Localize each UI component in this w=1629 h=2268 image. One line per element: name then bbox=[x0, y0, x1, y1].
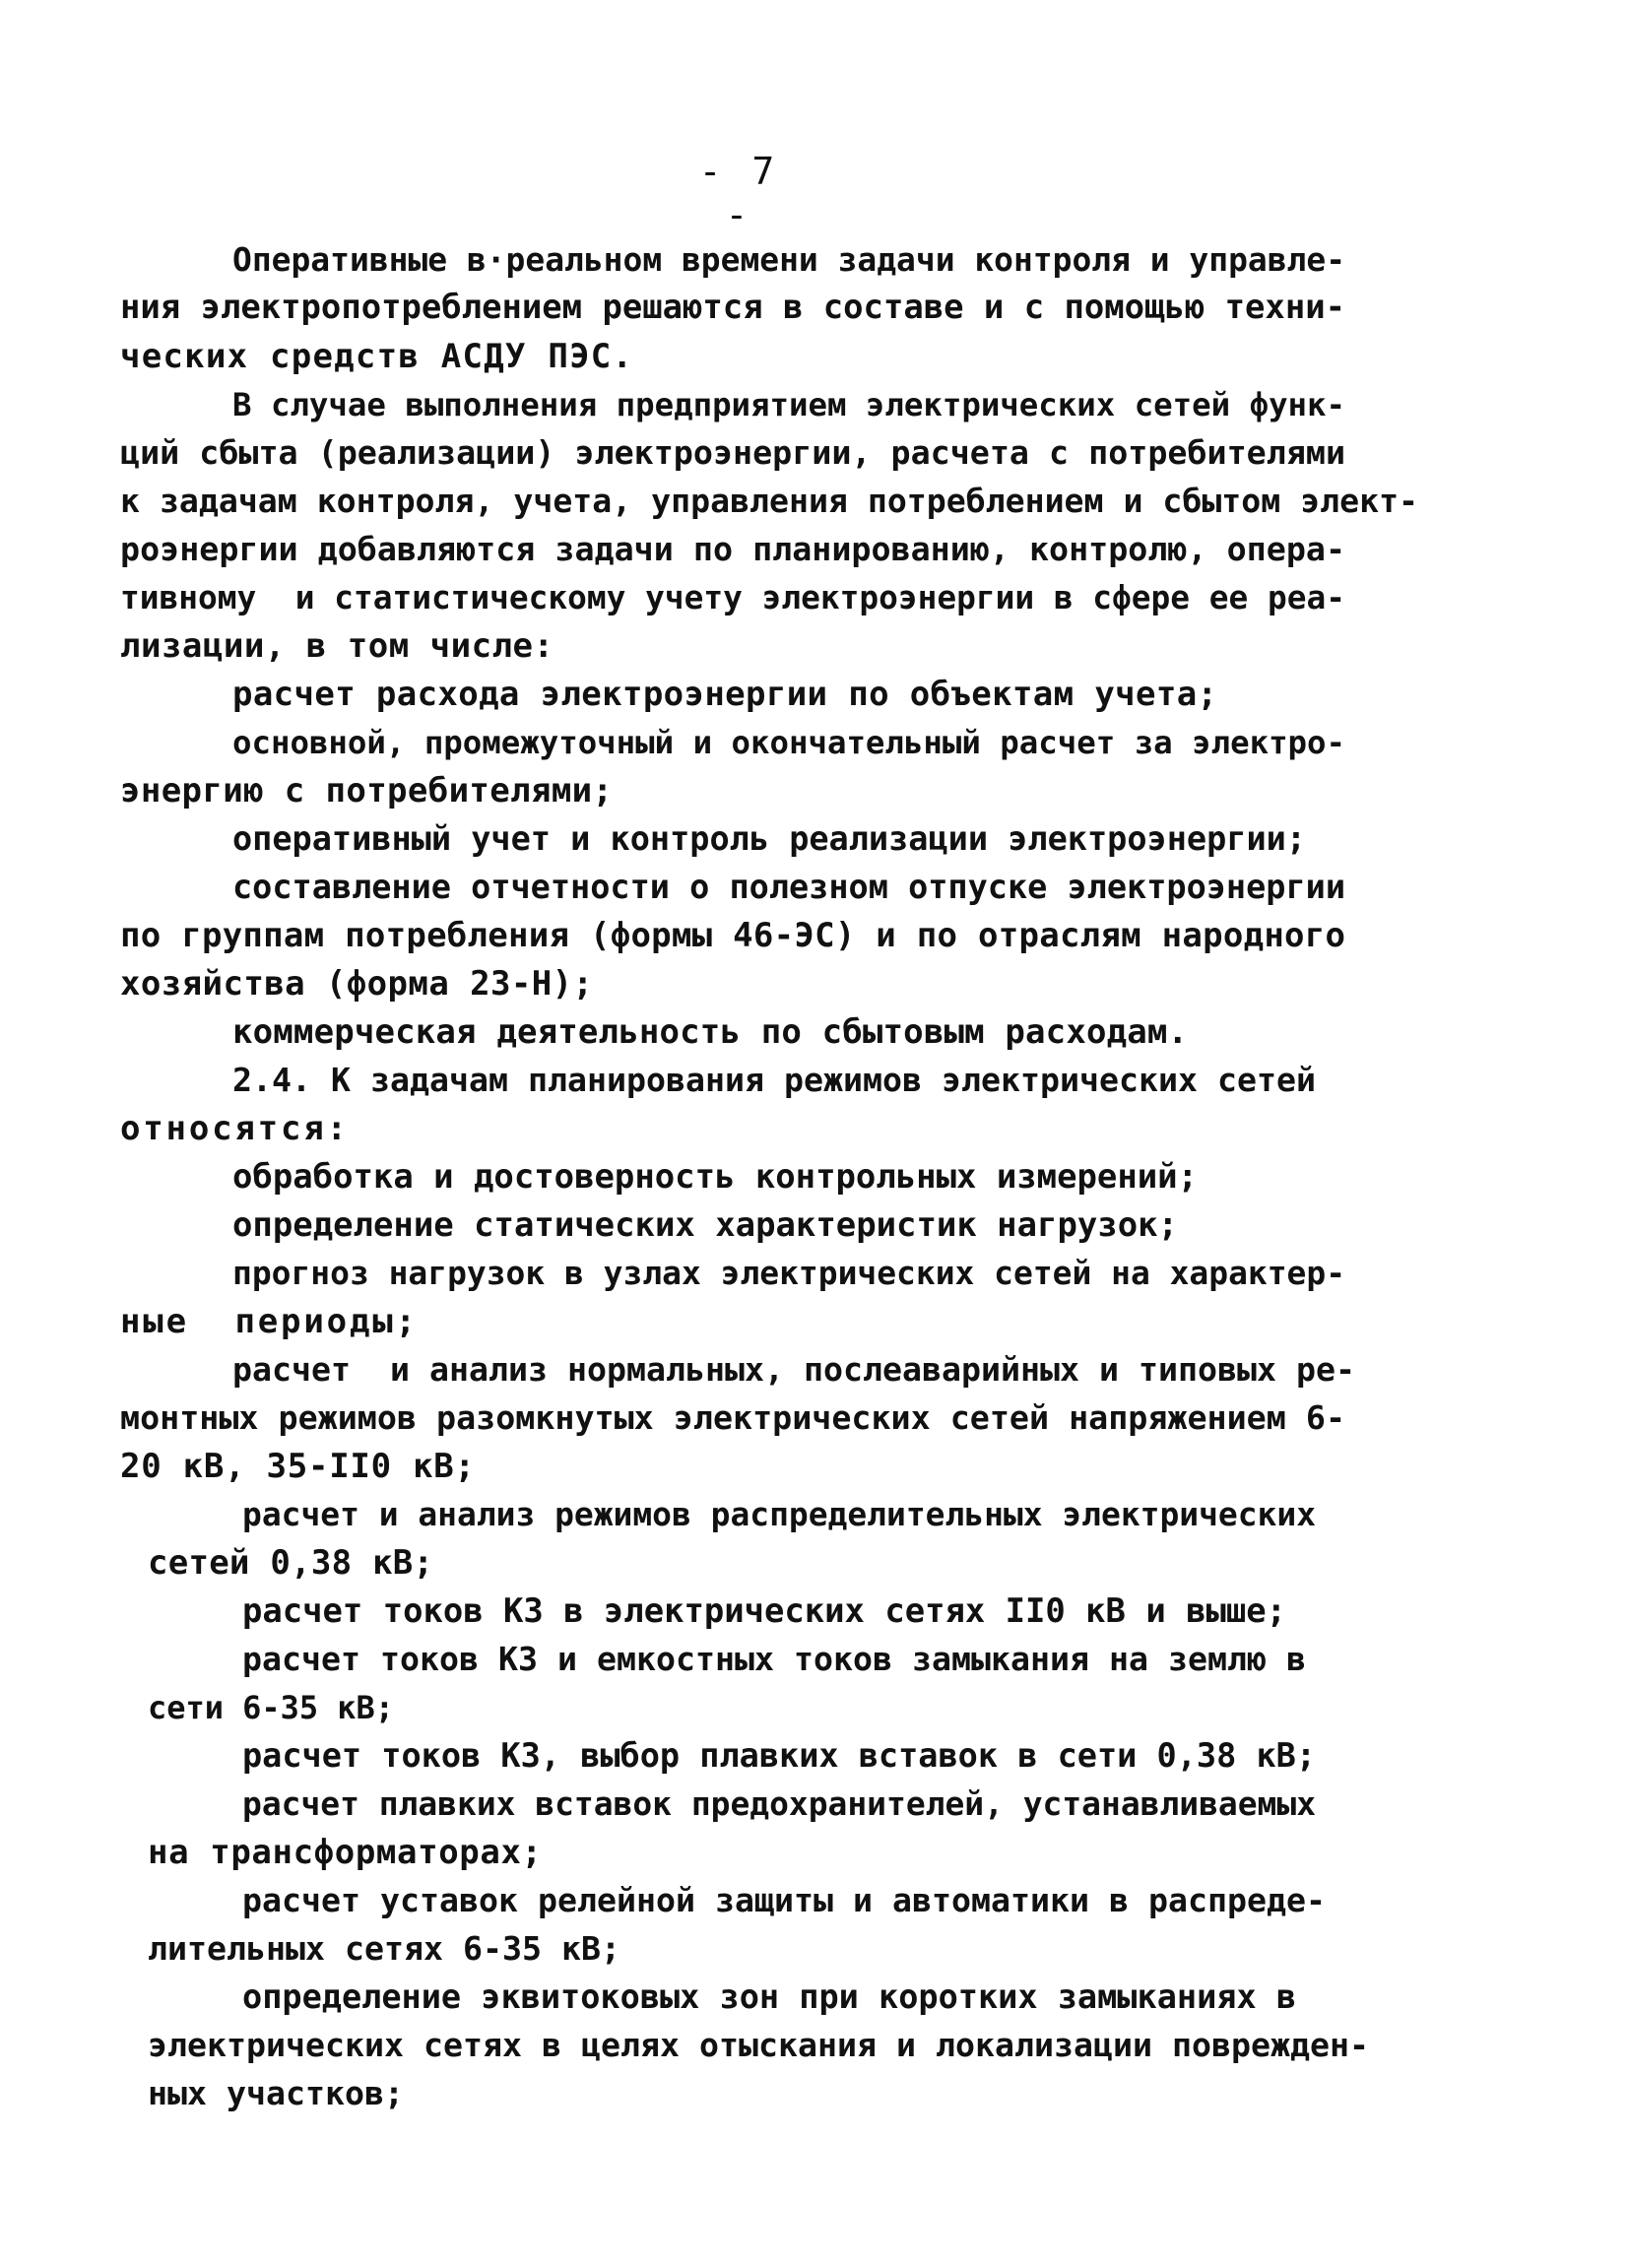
text-line: Оперативные в·реальном времени задачи контроля и управле- bbox=[232, 240, 1346, 279]
text-line: расчет расхода электроэнергии по объектам учета; bbox=[232, 675, 1218, 714]
text-line: лительных сетях 6-35 кВ; bbox=[148, 1929, 621, 1968]
text-line: энергию с потребителями; bbox=[120, 771, 614, 810]
text-line: 20 кВ, 35-II0 кВ; bbox=[120, 1447, 476, 1486]
text-line: оперативный учет и контроль реализации электроэнергии; bbox=[232, 819, 1307, 858]
text-line: ния электропотреблением решаются в составе и с помощью техни- bbox=[120, 288, 1346, 326]
text-line: монтных режимов разомкнутых электрических сетей напряжением 6- bbox=[120, 1398, 1346, 1437]
page-number: - 7 - bbox=[698, 150, 779, 236]
text-line: расчет уставок релейной защиты и автоматики в распреде- bbox=[242, 1881, 1327, 1919]
text-line: расчет токов КЗ, выбор плавких вставок в сети 0,38 кВ; bbox=[242, 1736, 1317, 1775]
text-line: лизации, в том числе: bbox=[120, 626, 554, 666]
text-line: на трансформаторах; bbox=[148, 1833, 543, 1872]
text-line: расчет и анализ режимов распределительных электрических bbox=[242, 1495, 1317, 1533]
text-line: расчет токов КЗ и емкостных токов замыкания на землю в bbox=[242, 1640, 1307, 1678]
text-line: определение эквитоковых зон при коротких замыканиях в bbox=[242, 1977, 1297, 2016]
text-line: сетей 0,38 кВ; bbox=[148, 1543, 434, 1583]
text-line: к задачам контроля, учета, управления потреблением и сбытом элект- bbox=[120, 482, 1419, 520]
text-line: хозяйства (форма 23-Н); bbox=[120, 964, 594, 1004]
text-line: основной, промежуточный и окончательный расчет за электро- bbox=[232, 724, 1345, 761]
text-line: ных участков; bbox=[148, 2074, 405, 2112]
text-line: В случае выполнения предприятием электрических сетей функ- bbox=[232, 386, 1346, 423]
text-line: ций сбыта (реализации) электроэнергии, расчета с потребителями bbox=[120, 433, 1346, 472]
text-line: тивному и статистическому учету электроэнергии в сфере ее реа- bbox=[120, 579, 1346, 616]
text-line: роэнергии добавляются задачи по планированию, контролю, опера- bbox=[120, 530, 1346, 568]
text-line: электрических сетях в целях отыскания и локализации поврежден- bbox=[148, 2026, 1370, 2064]
text-line: определение статических характеристик нагрузок; bbox=[232, 1205, 1179, 1244]
text-line: расчет и анализ нормальных, послеаварийных и типовых ре- bbox=[232, 1350, 1356, 1389]
text-line: по группам потребления (формы 46-ЭС) и по отраслям народного bbox=[120, 916, 1346, 955]
text-line: составление отчетности о полезном отпуске электроэнергии bbox=[232, 868, 1346, 906]
text-line: расчет токов КЗ в электрических сетях II0 кВ и выше; bbox=[242, 1591, 1287, 1630]
text-line: сети 6-35 кВ; bbox=[148, 1689, 395, 1726]
text-line: 2.4. К задачам планирования режимов электрических сетей bbox=[232, 1061, 1317, 1099]
text-line: расчет плавких вставок предохранителей, устанавливаемых bbox=[242, 1784, 1317, 1823]
text-line: обработка и достоверность контрольных измерений; bbox=[232, 1157, 1199, 1196]
text-line: ные периоды; bbox=[120, 1302, 419, 1341]
text-line: относятся: bbox=[120, 1109, 350, 1148]
text-line: коммерческая деятельность по сбытовым расходам. bbox=[232, 1012, 1189, 1052]
text-line: ческих средств АСДУ ПЭС. bbox=[120, 337, 634, 376]
text-line: прогноз нагрузок в узлах электрических сетей на характер- bbox=[232, 1254, 1346, 1292]
